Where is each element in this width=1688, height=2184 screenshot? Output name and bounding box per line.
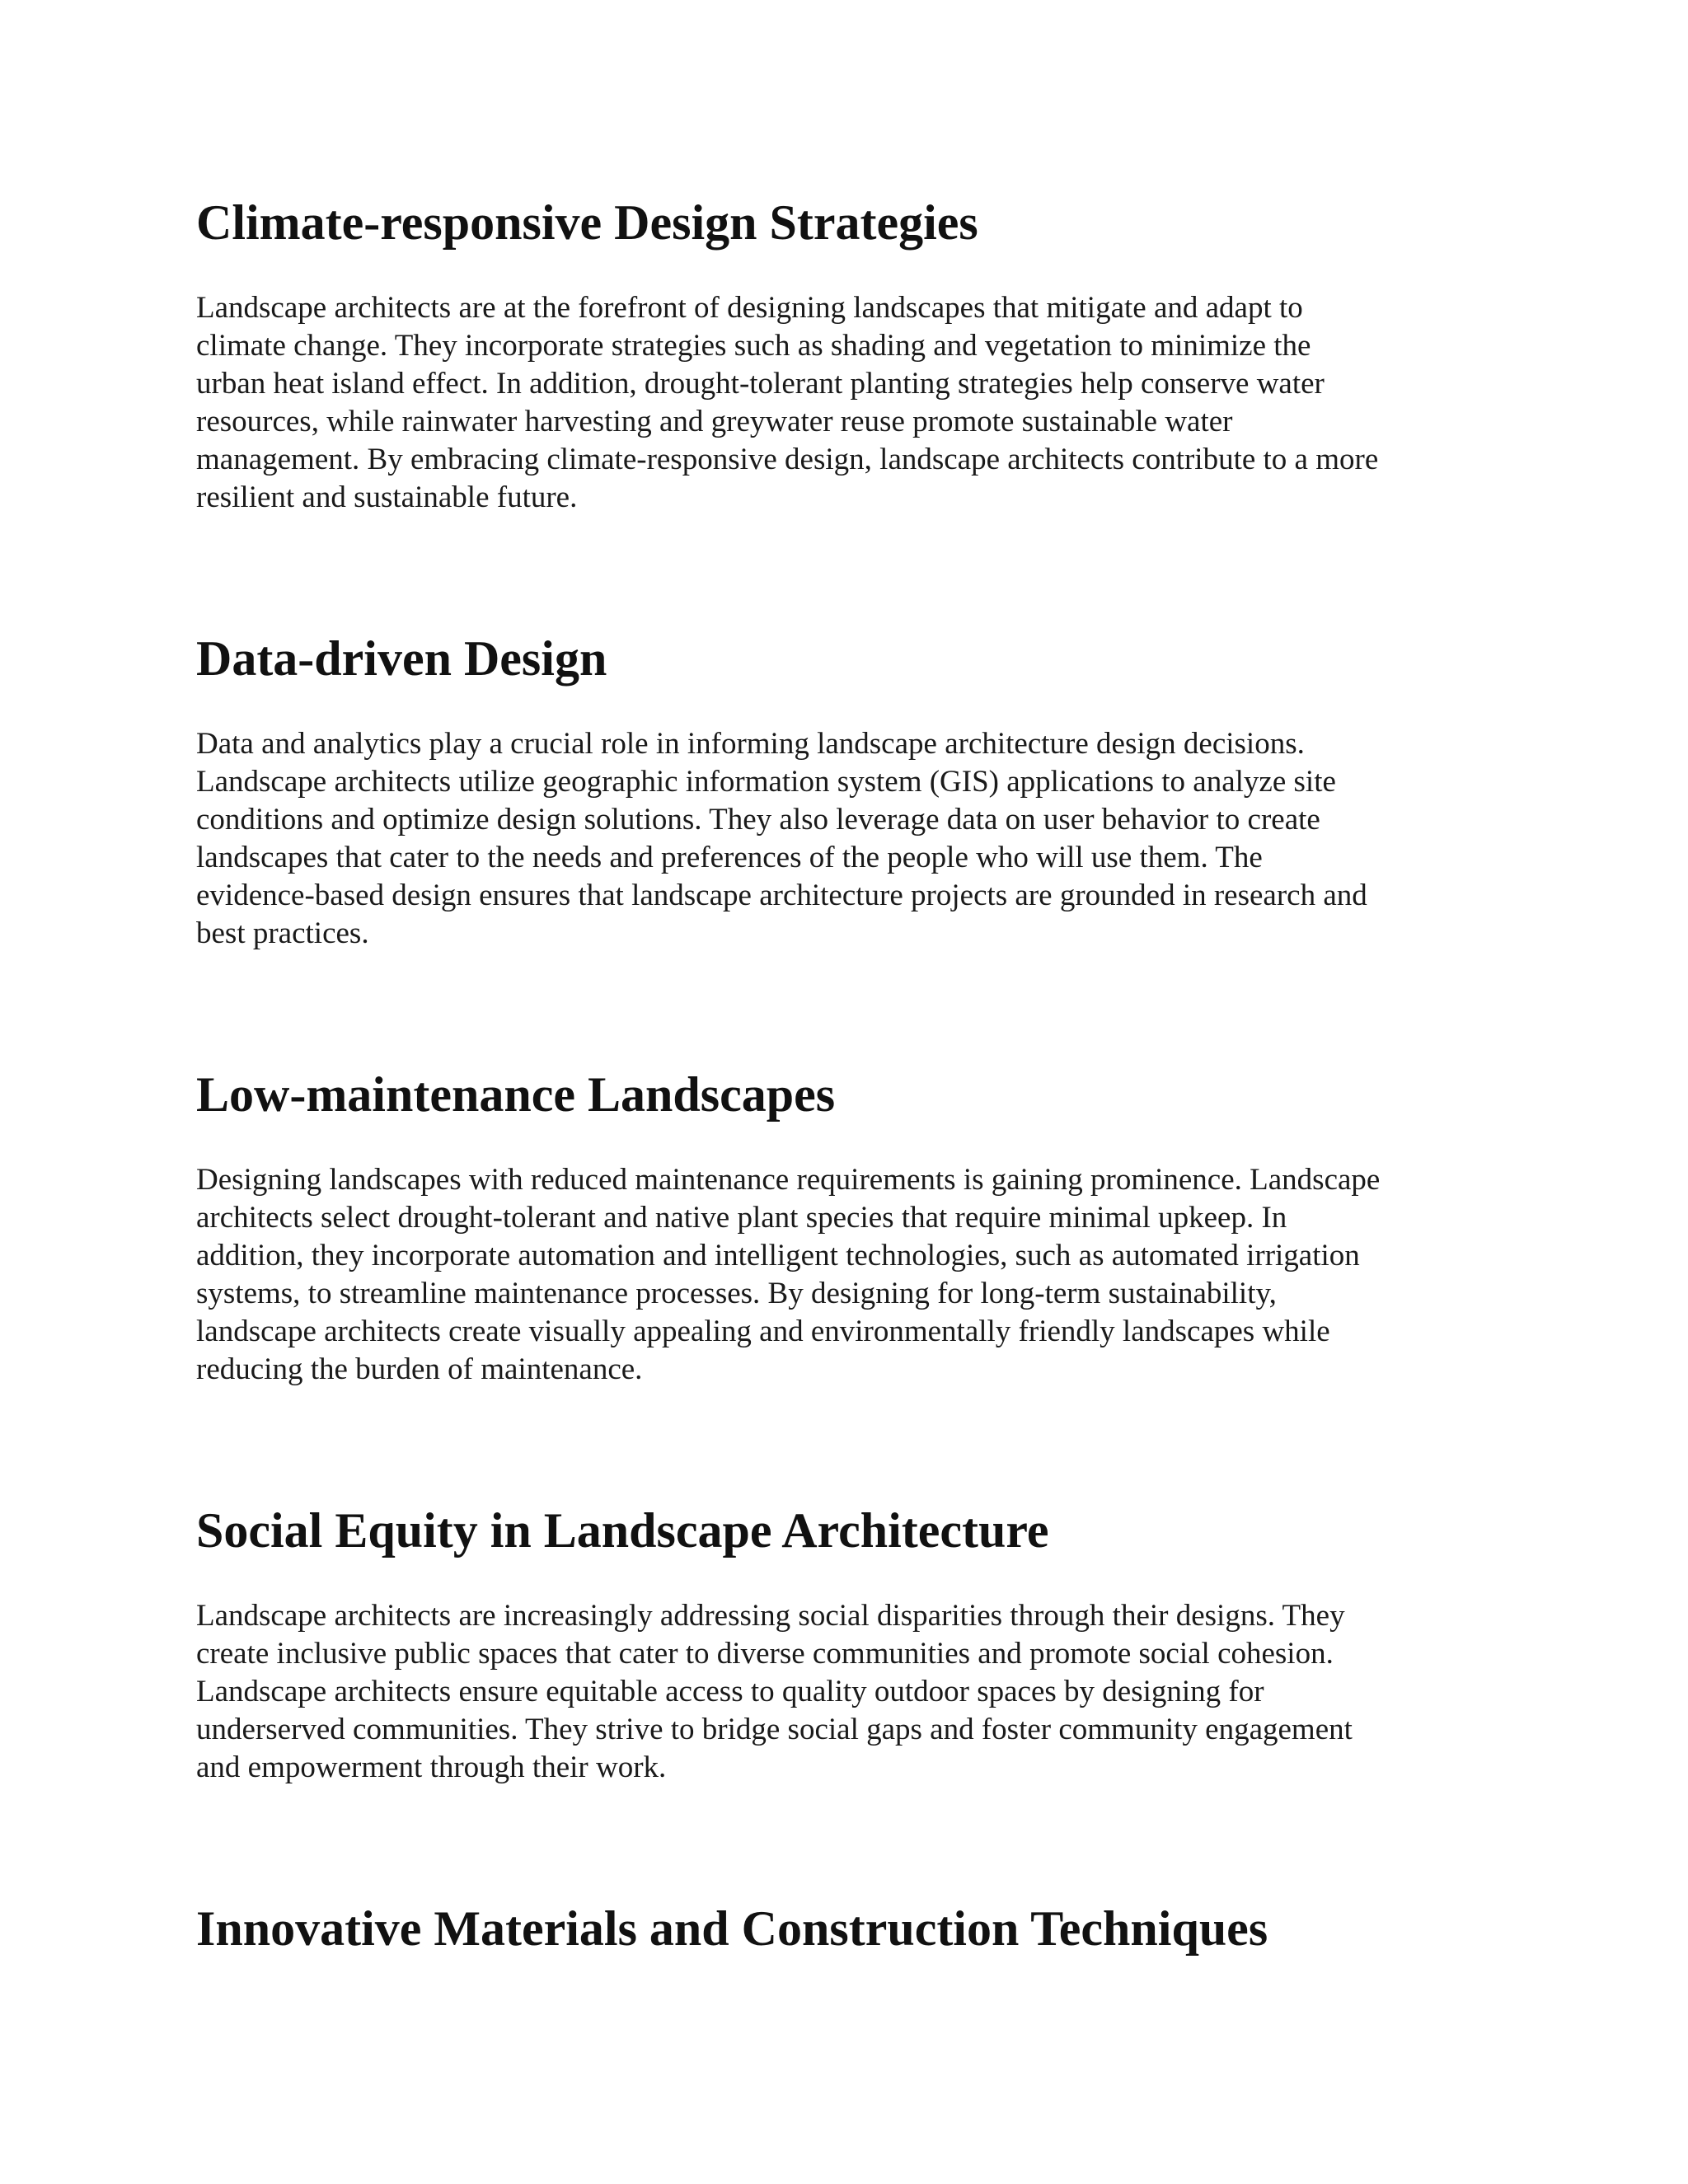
section-heading: Innovative Materials and Construction Techniques bbox=[196, 1901, 1268, 1956]
paragraph-line: climate change. They incorporate strategies such as shading and vegetation to minimize the bbox=[196, 329, 1311, 363]
paragraph-line: Landscape architects ensure equitable access to quality outdoor spaces by designing for bbox=[196, 1675, 1264, 1708]
paragraph-line: architects select drought-tolerant and native plant species that require minimal upkeep. In bbox=[196, 1201, 1287, 1235]
section-paragraph bbox=[196, 1597, 1353, 1787]
section-heading: Social Equity in Landscape Architecture bbox=[196, 1503, 1049, 1558]
paragraph-line: Designing landscapes with reduced maintenance requirements is gaining prominence. Landscape bbox=[196, 1163, 1381, 1197]
section-paragraph bbox=[196, 289, 1378, 517]
paragraph-line: systems, to streamline maintenance processes. By designing for long-term sustainability, bbox=[196, 1277, 1277, 1310]
section-paragraph bbox=[196, 1161, 1380, 1389]
paragraph-line: addition, they incorporate automation and intelligent technologies, such as automated irrigation bbox=[196, 1239, 1360, 1272]
paragraph-line: Data and analytics play a crucial role in informing landscape architecture design decisions. bbox=[196, 727, 1305, 761]
paragraph-line: resilient and sustainable future. bbox=[196, 480, 578, 514]
section-heading: Low-maintenance Landscapes bbox=[196, 1067, 836, 1122]
section-paragraph bbox=[196, 725, 1367, 953]
paragraph-line: Landscape architects utilize geographic information system (GIS) applications to analyze site bbox=[196, 765, 1336, 799]
paragraph-line: landscape architects create visually appealing and environmentally friendly landscapes while bbox=[196, 1315, 1330, 1348]
paragraph-line: and empowerment through their work. bbox=[196, 1750, 667, 1784]
paragraph-line: Landscape architects are increasingly addressing social disparities through their designs. They bbox=[196, 1599, 1345, 1633]
paragraph-line: reducing the burden of maintenance. bbox=[196, 1352, 643, 1386]
section-heading: Data-driven Design bbox=[196, 631, 607, 686]
section-heading: Climate-responsive Design Strategies bbox=[196, 195, 978, 250]
paragraph-line: Landscape architects are at the forefront of designing landscapes that mitigate and adapt to bbox=[196, 291, 1303, 325]
paragraph-line: evidence-based design ensures that landscape architecture projects are grounded in research and bbox=[196, 879, 1367, 912]
paragraph-line: management. By embracing climate-responsive design, landscape architects contribute to a more bbox=[196, 443, 1379, 476]
paragraph-line: best practices. bbox=[196, 916, 369, 950]
paragraph-line: create inclusive public spaces that cater to diverse communities and promote social cohesion. bbox=[196, 1637, 1334, 1671]
paragraph-line: resources, while rainwater harvesting and greywater reuse promote sustainable water bbox=[196, 405, 1233, 438]
paragraph-line: conditions and optimize design solutions. They also leverage data on user behavior to create bbox=[196, 803, 1320, 837]
paragraph-line: underserved communities. They strive to bridge social gaps and foster community engagement bbox=[196, 1713, 1353, 1746]
paragraph-line: landscapes that cater to the needs and preferences of the people who will use them. The bbox=[196, 841, 1263, 874]
paragraph-line: urban heat island effect. In addition, drought-tolerant planting strategies help conserve water bbox=[196, 367, 1325, 401]
